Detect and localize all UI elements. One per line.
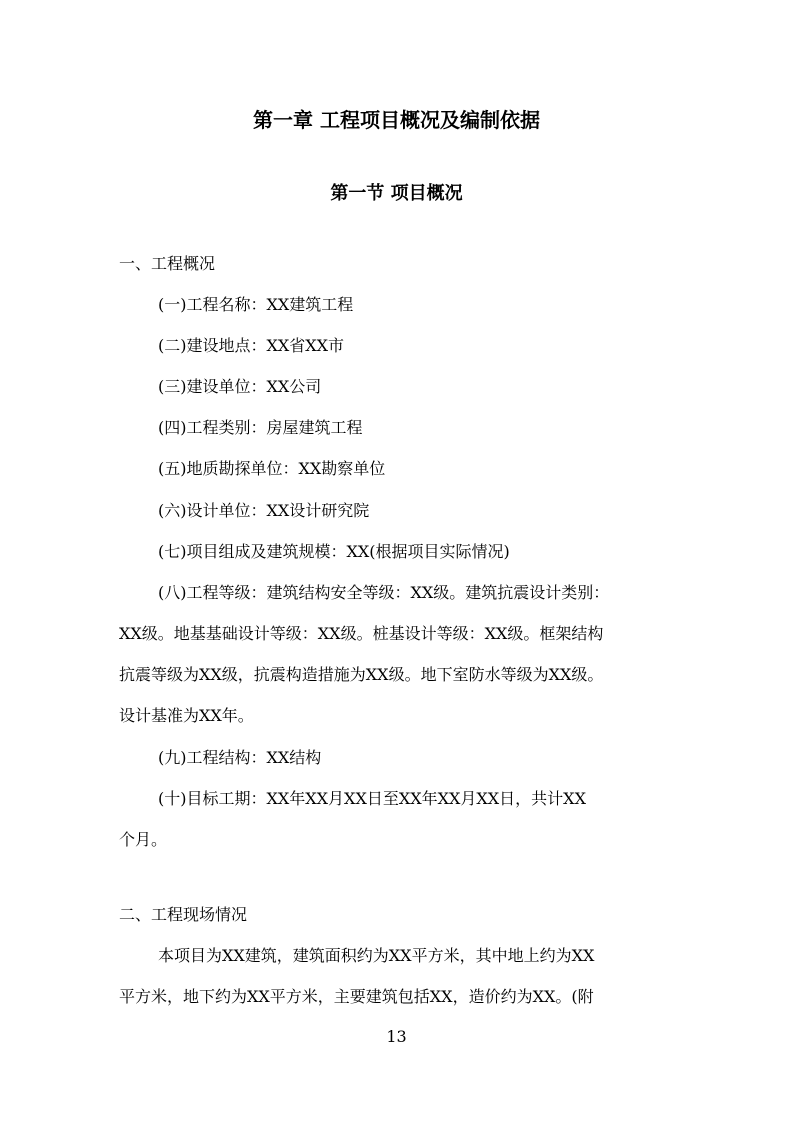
item-design-unit: (六)设计单位：XX设计研究院 (158, 501, 370, 520)
item-structure: (九)工程结构：XX结构 (158, 748, 322, 767)
item-grade-line3: 抗震等级为XX级，抗震构造措施为XX级。地下室防水等级为XX级。 (119, 665, 604, 684)
item-owner: (三)建设单位：XX公司 (158, 377, 322, 396)
item-project-name: (一)工程名称：XX建筑工程 (158, 295, 354, 314)
part2-heading: 二、工程现场情况 (119, 905, 248, 924)
item-grade-line2: XX级。地基基础设计等级：XX级。桩基设计等级：XX级。框架结构 (119, 624, 604, 643)
section-title: 第一节 项目概况 (330, 183, 463, 204)
item-scale: (七)项目组成及建筑规模：XX(根据项目实际情况) (158, 542, 510, 561)
site-paragraph-line2: 平方米，地下约为XX平方米，主要建筑包括XX，造价约为XX。(附 (119, 987, 594, 1006)
item-grade-line4: 设计基准为XX年。 (119, 706, 254, 725)
item-location: (二)建设地点：XX省XX市 (158, 336, 345, 355)
item-grade-line1: (八)工程等级：建筑结构安全等级：XX级。建筑抗震设计类别： (158, 583, 610, 602)
page-number: 13 (386, 1027, 407, 1046)
chapter-title: 第一章 工程项目概况及编制依据 (253, 108, 540, 132)
part1-heading: 一、工程概况 (119, 254, 216, 273)
site-paragraph-line1: 本项目为XX建筑，建筑面积约为XX平方米，其中地上约为XX (158, 946, 595, 965)
item-schedule-line1: (十)目标工期：XX年XX月XX日至XX年XX月XX日，共计XX (158, 789, 586, 808)
item-schedule-line2: 个月。 (119, 830, 168, 849)
item-geology-unit: (五)地质勘探单位：XX勘察单位 (158, 459, 386, 478)
item-category: (四)工程类别：房屋建筑工程 (158, 418, 363, 437)
